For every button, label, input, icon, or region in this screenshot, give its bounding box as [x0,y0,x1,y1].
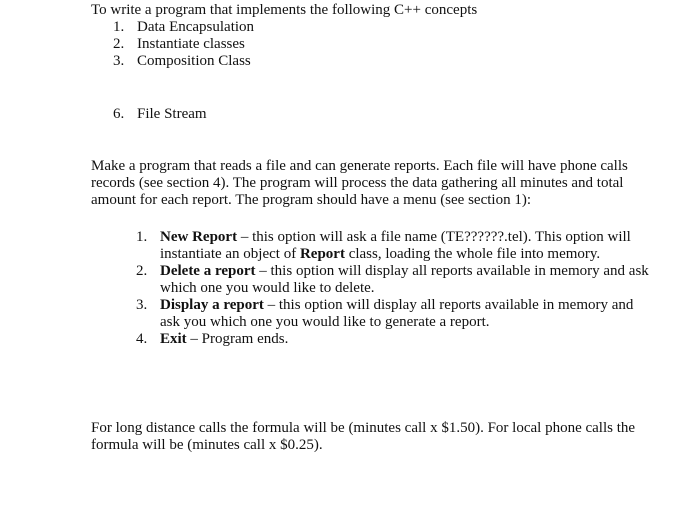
concept-label: Composition Class [137,53,251,69]
list-number: 6. [113,106,125,122]
concept-label: Data Encapsulation [137,19,255,35]
list-number: 2. [136,263,148,279]
option-text: class, loading the whole file into memory. [344,246,601,262]
option-text: – this option will display all reports available in memory and ask which one you would like to delete. [160,263,649,296]
option-text: – Program ends. [186,331,289,347]
menu-option-new-report [136,229,656,263]
concept-item [113,19,254,36]
option-title: New Report [160,229,238,245]
list-number: 4. [136,331,148,347]
list-number: 3. [136,297,148,313]
menu-option-delete-report [136,263,656,297]
option-title: Delete a report [160,263,256,279]
option-title: Display a report [160,297,264,313]
list-number: 1. [113,19,125,35]
concept-item-file-stream [113,106,207,123]
concepts-list [113,19,254,70]
option-text: – this option will display all reports available in memory and ask you which one you would like to generate a report. [160,297,634,330]
option-text: – this option will ask a file name (TE??????.tel). This option will instantiate an object of [160,229,631,262]
intro-text: To write a program that implements the following C++ concepts [91,2,478,18]
menu-option-display-report [136,297,656,331]
list-number: 2. [113,36,125,52]
description-paragraph: Make a program that reads a file and can generate reports. Each file will have phone calls records (see section 4). The program will process the data gathering all minutes and total amount for each report. The program should have a menu (see section 1): [91,158,628,208]
list-number: 3. [113,53,125,69]
concept-label: File Stream [137,106,207,122]
concept-label: Instantiate classes [137,36,245,52]
list-number: 1. [136,229,148,245]
concept-item [113,53,254,70]
formula-paragraph: For long distance calls the formula will be (minutes call x $1.50). For local phone calls the formula will be (minutes call x $0.25). [91,420,636,453]
menu-option-exit [136,331,656,348]
option-title: Exit [160,331,187,347]
option-inline-bold: Report [299,246,345,262]
concept-item [113,36,254,53]
menu-options-list [136,229,656,348]
